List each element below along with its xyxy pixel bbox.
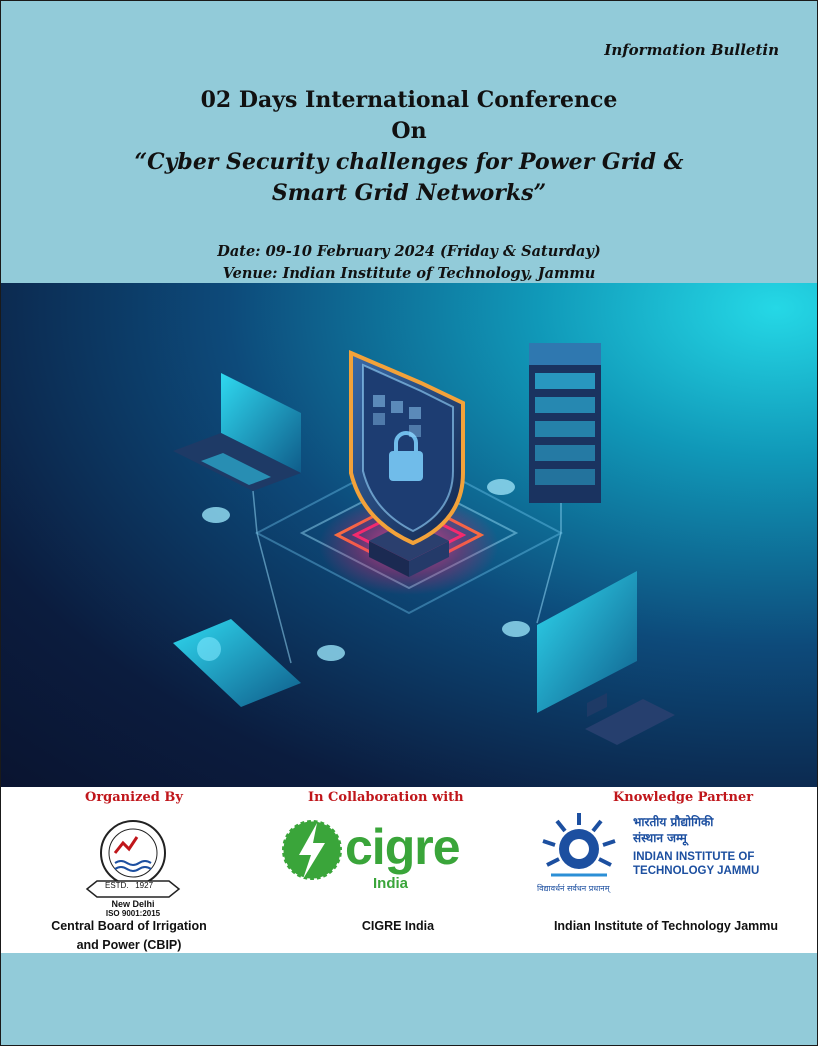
server-stack-icon <box>529 343 601 503</box>
cigre-india-sub: India <box>373 875 409 892</box>
organizer-name <box>39 917 219 955</box>
laptop-icon <box>173 373 301 491</box>
organizer-heading: Organized By <box>85 790 183 805</box>
cbip-logo <box>81 809 185 921</box>
iit-hindi-line-2: संस्थान जम्मू <box>633 831 687 845</box>
cigre-logo <box>277 815 460 909</box>
cbip-logo-estd: ESTD. 1927 <box>105 881 154 890</box>
conference-title <box>1 85 817 209</box>
iit-english-line-1: INDIAN INSTITUTE OF <box>633 851 755 863</box>
title-line-3: “Cyber Security challenges for Power Grid & <box>134 149 684 175</box>
iit-jammu-logo <box>537 811 767 901</box>
illustration-svg <box>1 283 817 787</box>
collaborator-name: CIGRE India <box>361 919 435 933</box>
knowledge-partner-name: Indian Institute of Technology Jammu <box>553 919 779 933</box>
iit-english-line-2: TECHNOLOGY JAMMU <box>633 865 760 877</box>
partners-section <box>1 787 817 953</box>
organizer-name-line-2: and Power (CBIP) <box>76 938 182 952</box>
organizer-name-line-1: Central Board of Irrigation <box>51 919 207 933</box>
monitor-icon <box>537 571 675 745</box>
cbip-logo-city: New Delhi <box>111 899 155 909</box>
event-venue: Venue: Indian Institute of Technology, Jammu <box>222 265 596 282</box>
title-line-4: Smart Grid Networks” <box>271 180 547 206</box>
title-line-2: On <box>391 118 427 144</box>
event-details <box>1 241 817 285</box>
bulletin-label: Information Bulletin <box>604 41 779 59</box>
event-date: Date: 09-10 February 2024 (Friday & Saturday) <box>217 243 601 260</box>
cbip-logo-iso: ISO 9001:2015 <box>105 909 161 918</box>
iit-hindi-line-1: भारतीय प्रौद्योगिकी <box>633 815 714 829</box>
cyber-security-illustration <box>1 283 817 787</box>
footer-band <box>1 953 817 1045</box>
collaboration-heading: In Collaboration with <box>308 790 464 805</box>
padlock-icon <box>389 451 423 481</box>
iit-motto: विद्यावर्धनं सर्वधन प्रधानम् <box>537 884 610 893</box>
smartphone-icon <box>173 619 301 707</box>
knowledge-heading: Knowledge Partner <box>613 790 754 805</box>
cigre-wordmark: cigre <box>345 819 460 875</box>
title-line-1: 02 Days International Conference <box>200 87 618 113</box>
